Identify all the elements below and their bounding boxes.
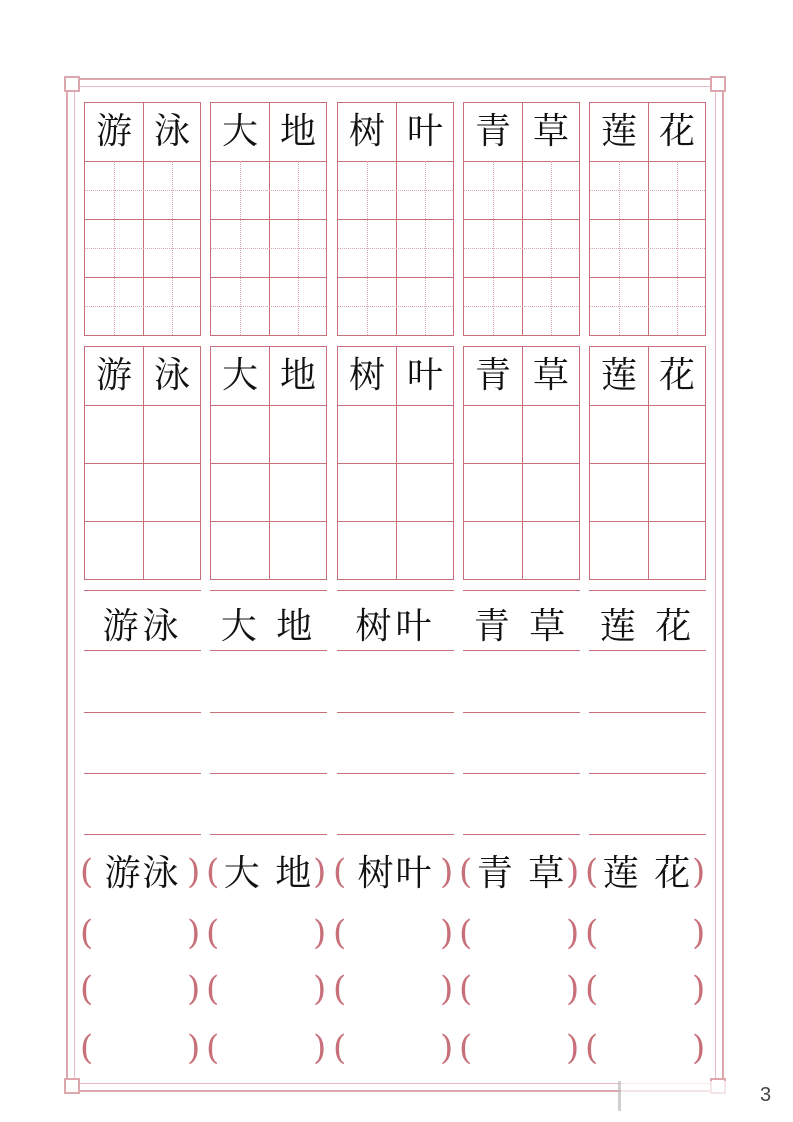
close-paren: ) [187, 1028, 201, 1068]
grid-character: 青 [474, 111, 511, 152]
grid-guide [85, 248, 200, 249]
grid-guide [114, 161, 115, 335]
open-paren: ( [333, 969, 347, 1009]
grid-guide [590, 248, 705, 249]
writing-line [84, 834, 201, 835]
close-paren: ) [187, 913, 201, 953]
grid-divider [211, 521, 326, 522]
frame-corner-ornament [64, 76, 80, 92]
close-paren: ) [187, 852, 201, 892]
grid-divider [211, 277, 326, 278]
open-paren: ( [80, 969, 94, 1009]
close-paren: ) [187, 969, 201, 1009]
paren-word: 莲 花 [602, 853, 693, 894]
writing-line [84, 712, 201, 713]
close-paren: ) [440, 969, 454, 1009]
tianzige-grid-dotted [210, 102, 327, 336]
writing-line [210, 712, 327, 713]
writing-line [463, 712, 580, 713]
paren-word: 大 地 [223, 853, 314, 894]
writing-line [589, 773, 706, 774]
open-paren: ( [206, 913, 220, 953]
paren-word: 游泳 [104, 853, 181, 894]
writing-line [589, 834, 706, 835]
practice-word: 树叶 [355, 606, 436, 647]
paren-word: 树叶 [357, 853, 434, 894]
close-paren: ) [566, 969, 580, 1009]
grid-guide [619, 161, 620, 335]
grid-divider [590, 219, 705, 220]
open-paren: ( [333, 1028, 347, 1068]
grid-divider [85, 161, 200, 162]
grid-character: 泳 [153, 355, 190, 396]
grid-guide [338, 190, 453, 191]
open-paren: ( [206, 852, 220, 892]
tianzige-grid-dotted [337, 102, 454, 336]
grid-divider [590, 405, 705, 406]
close-paren: ) [692, 1028, 706, 1068]
grid-divider [590, 463, 705, 464]
tianzige-grid-dotted [589, 102, 706, 336]
close-paren: ) [440, 1028, 454, 1068]
open-paren: ( [459, 913, 473, 953]
writing-line [210, 650, 327, 651]
close-paren: ) [313, 913, 327, 953]
page-number: 3 [760, 1084, 772, 1106]
open-paren: ( [459, 852, 473, 892]
grid-character: 花 [658, 355, 695, 396]
grid-character: 草 [532, 355, 569, 396]
writing-line [337, 773, 454, 774]
tianzige-grid-dotted [463, 102, 580, 336]
tianzige-grid [84, 346, 201, 580]
grid-divider [211, 219, 326, 220]
writing-line [589, 650, 706, 651]
tianzige-grid [463, 346, 580, 580]
grid-divider [590, 277, 705, 278]
grid-divider [464, 277, 579, 278]
grid-character: 地 [279, 111, 316, 152]
grid-character: 青 [474, 355, 511, 396]
grid-character: 游 [95, 355, 132, 396]
grid-divider [590, 161, 705, 162]
practice-word: 游泳 [102, 606, 183, 647]
grid-guide [464, 248, 579, 249]
writing-line [337, 834, 454, 835]
writing-line [337, 650, 454, 651]
open-paren: ( [585, 852, 599, 892]
open-paren: ( [585, 1028, 599, 1068]
grid-divider [464, 521, 579, 522]
grid-guide [211, 248, 326, 249]
grid-character: 游 [95, 111, 132, 152]
grid-divider [338, 521, 453, 522]
open-paren: ( [80, 852, 94, 892]
grid-guide [211, 190, 326, 191]
open-paren: ( [333, 913, 347, 953]
practice-word: 大 地 [220, 606, 317, 647]
grid-guide [85, 306, 200, 307]
writing-line [463, 650, 580, 651]
writing-line [589, 712, 706, 713]
grid-guide [590, 306, 705, 307]
grid-divider [464, 405, 579, 406]
close-paren: ) [692, 969, 706, 1009]
close-paren: ) [313, 852, 327, 892]
close-paren: ) [440, 852, 454, 892]
writing-line [463, 590, 580, 591]
grid-divider [85, 405, 200, 406]
tianzige-grid [337, 346, 454, 580]
grid-guide [338, 248, 453, 249]
close-paren: ) [566, 1028, 580, 1068]
grid-guide [211, 306, 326, 307]
grid-guide [367, 161, 368, 335]
writing-line [210, 773, 327, 774]
grid-guide [677, 161, 678, 335]
writing-line [84, 650, 201, 651]
grid-character: 叶 [406, 111, 443, 152]
writing-line [210, 834, 327, 835]
grid-divider [464, 219, 579, 220]
writing-line [337, 712, 454, 713]
grid-divider [464, 161, 579, 162]
open-paren: ( [585, 913, 599, 953]
writing-line [589, 590, 706, 591]
grid-divider [211, 463, 326, 464]
practice-word: 青 草 [473, 606, 570, 647]
grid-character: 大 [221, 355, 258, 396]
close-paren: ) [313, 969, 327, 1009]
grid-character: 地 [279, 355, 316, 396]
writing-line [84, 773, 201, 774]
grid-divider [338, 463, 453, 464]
grid-divider [211, 405, 326, 406]
grid-guide [172, 161, 173, 335]
grid-character: 草 [532, 111, 569, 152]
grid-character: 大 [221, 111, 258, 152]
grid-character: 莲 [600, 355, 637, 396]
open-paren: ( [333, 852, 347, 892]
grid-guide [551, 161, 552, 335]
grid-divider [211, 161, 326, 162]
open-paren: ( [80, 913, 94, 953]
grid-guide [425, 161, 426, 335]
grid-divider [338, 405, 453, 406]
paren-word: 青 草 [476, 853, 567, 894]
close-paren: ) [440, 913, 454, 953]
open-paren: ( [585, 969, 599, 1009]
close-paren: ) [566, 913, 580, 953]
tianzige-grid [210, 346, 327, 580]
grid-guide [464, 306, 579, 307]
grid-divider [85, 219, 200, 220]
open-paren: ( [459, 1028, 473, 1068]
grid-guide [338, 306, 453, 307]
grid-divider [85, 521, 200, 522]
close-paren: ) [692, 852, 706, 892]
grid-divider [338, 161, 453, 162]
grid-divider [464, 463, 579, 464]
frame-corner-ornament [710, 76, 726, 92]
grid-character: 花 [658, 111, 695, 152]
grid-character: 树 [348, 355, 385, 396]
practice-word: 莲 花 [599, 606, 696, 647]
writing-line [210, 590, 327, 591]
grid-character: 莲 [600, 111, 637, 152]
close-paren: ) [692, 913, 706, 953]
open-paren: ( [206, 969, 220, 1009]
grid-guide [240, 161, 241, 335]
grid-divider [590, 521, 705, 522]
open-paren: ( [206, 1028, 220, 1068]
grid-guide [590, 190, 705, 191]
grid-divider [338, 277, 453, 278]
writing-line [337, 590, 454, 591]
grid-divider [85, 463, 200, 464]
close-paren: ) [313, 1028, 327, 1068]
tianzige-grid [589, 346, 706, 580]
open-paren: ( [80, 1028, 94, 1068]
grid-guide [493, 161, 494, 335]
grid-divider [85, 277, 200, 278]
grid-character: 泳 [153, 111, 190, 152]
grid-divider [338, 219, 453, 220]
grid-character: 叶 [406, 355, 443, 396]
scroll-indicator [618, 1081, 778, 1111]
grid-character: 树 [348, 111, 385, 152]
grid-guide [85, 190, 200, 191]
grid-guide [464, 190, 579, 191]
close-paren: ) [566, 852, 580, 892]
frame-corner-ornament [64, 1078, 80, 1094]
grid-guide [298, 161, 299, 335]
writing-line [463, 773, 580, 774]
writing-line [463, 834, 580, 835]
tianzige-grid-dotted [84, 102, 201, 336]
open-paren: ( [459, 969, 473, 1009]
writing-line [84, 590, 201, 591]
